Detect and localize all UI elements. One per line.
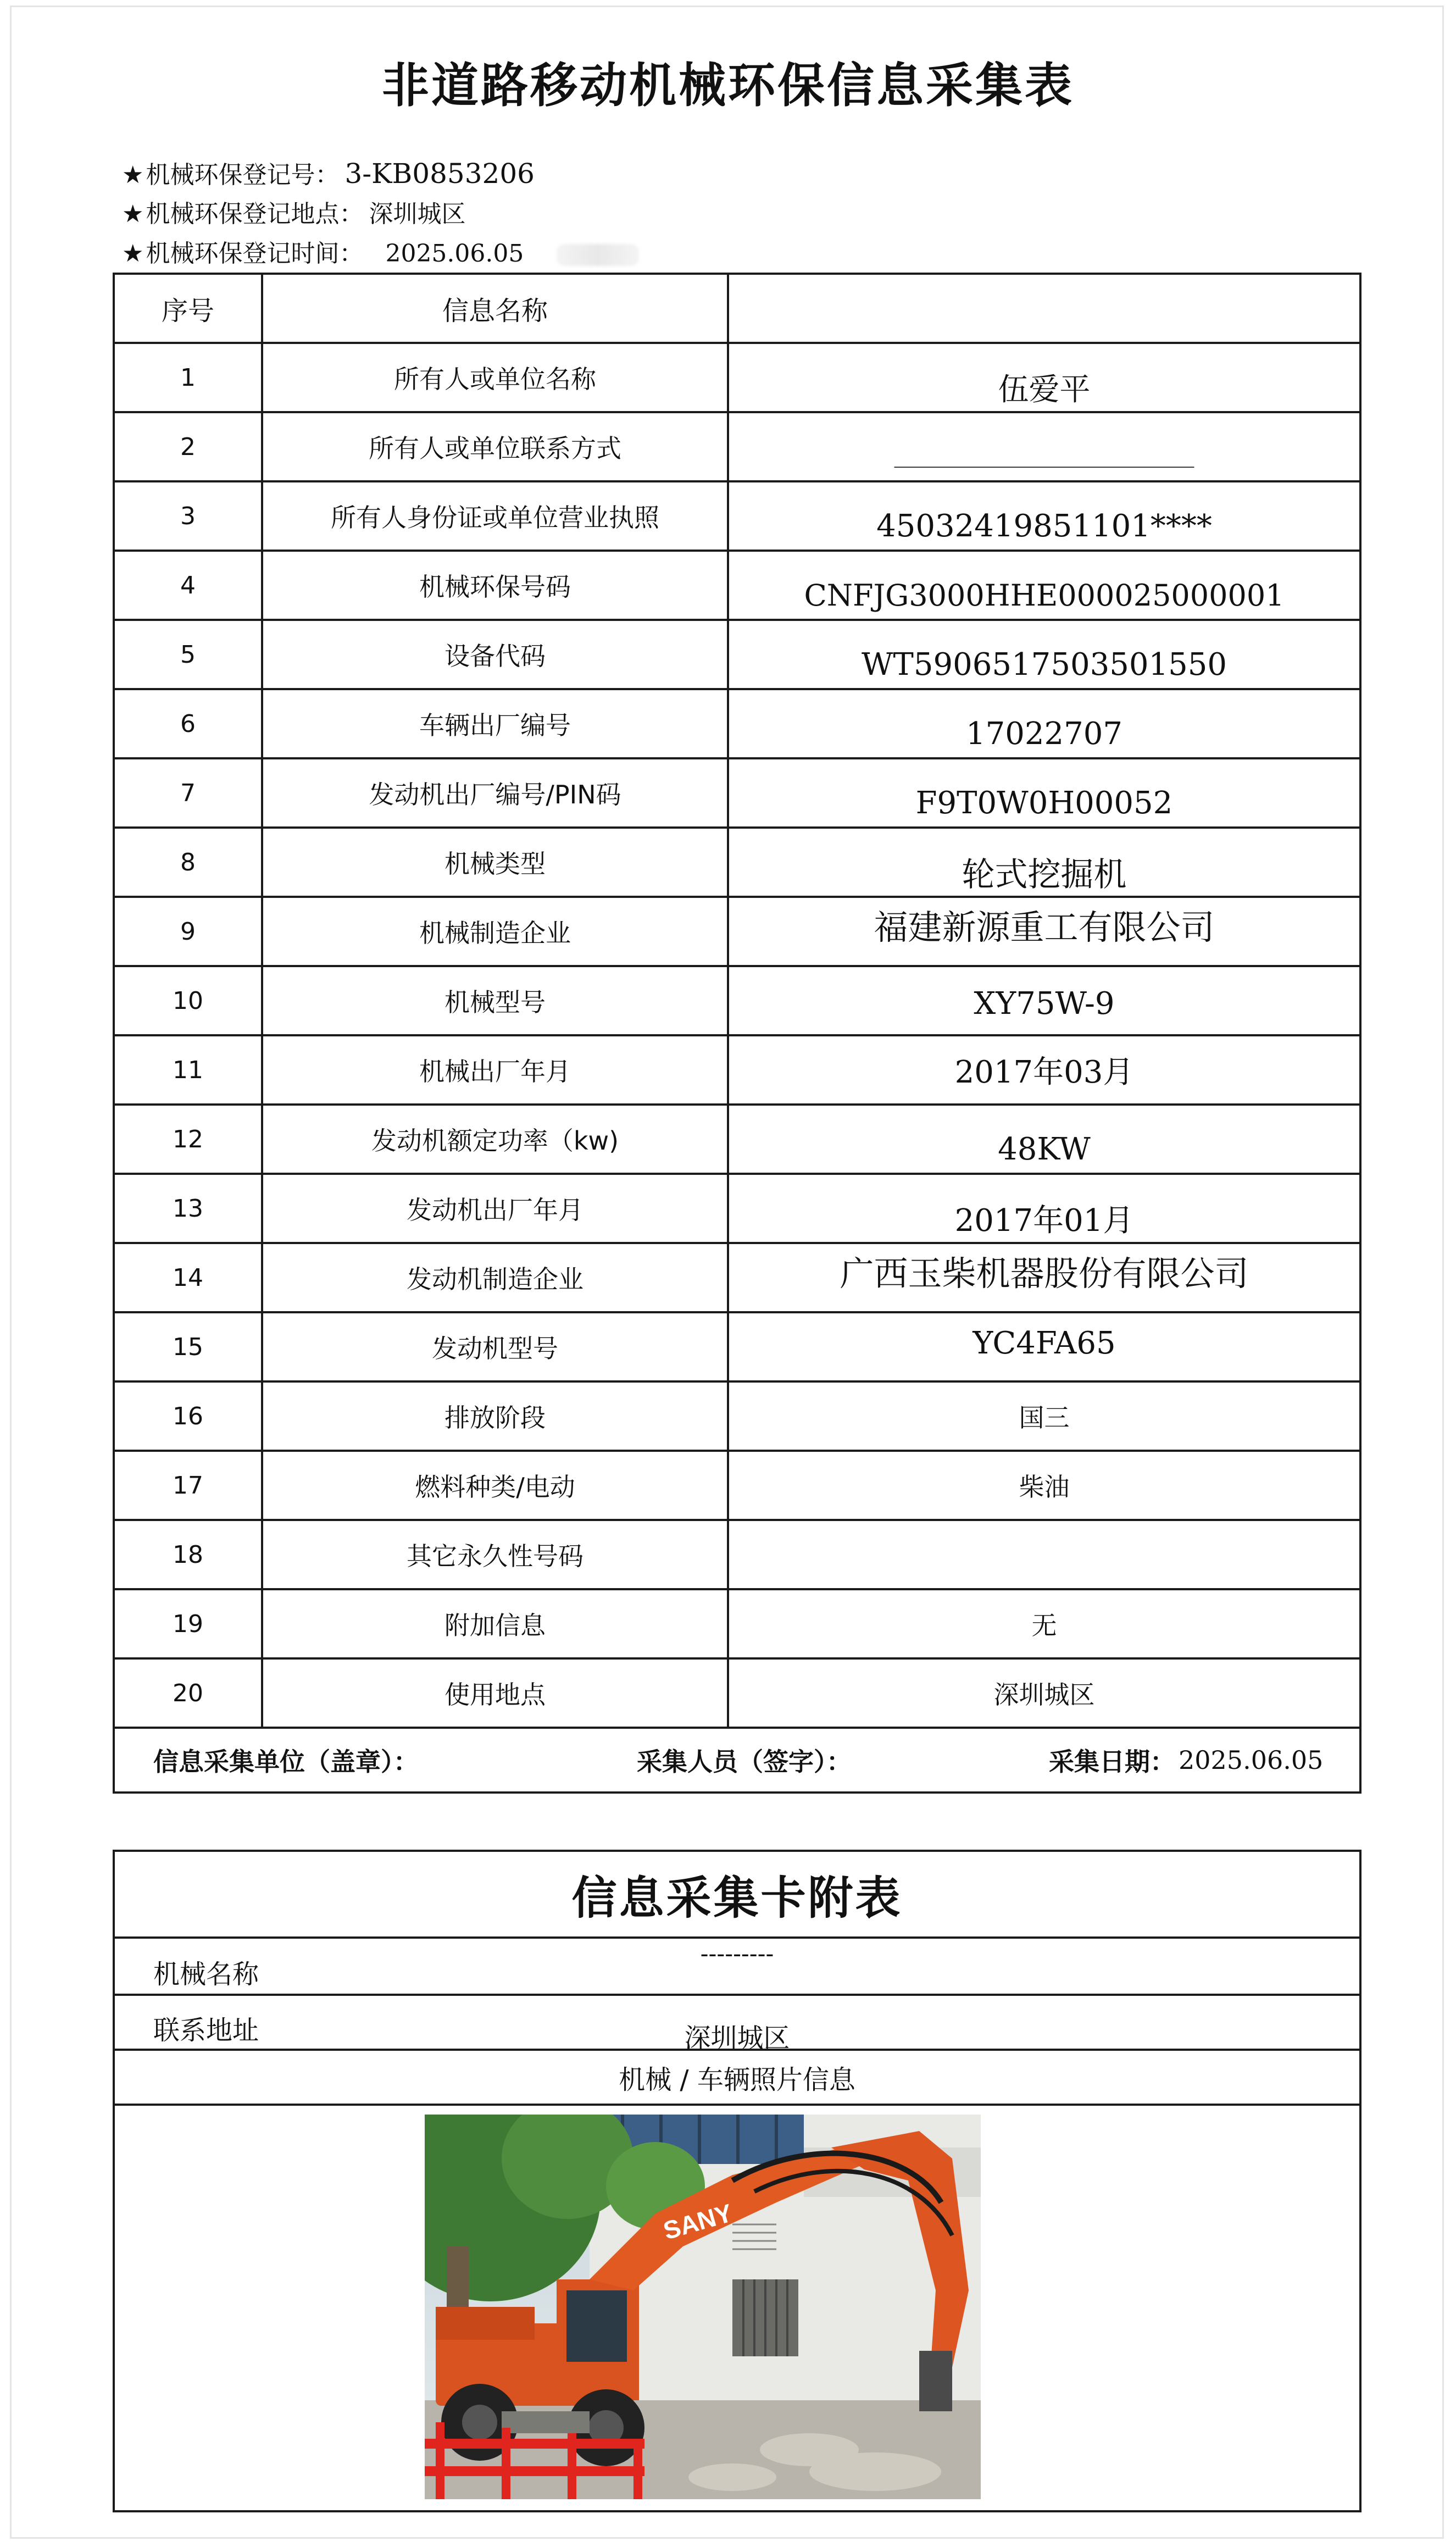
collection-date-label: 采集日期： xyxy=(1049,1747,1175,1777)
table-row xyxy=(115,1175,1359,1244)
row-name: 所有人或单位联系方式 xyxy=(263,413,729,480)
address-row xyxy=(115,1996,1359,2054)
row-value: WT5906517503501550 xyxy=(862,646,1227,682)
table-row xyxy=(115,967,1359,1036)
photo-info-label: 机械 / 车辆照片信息 xyxy=(619,2064,855,2095)
collector-label: 采集人员（签字）： xyxy=(637,1747,852,1777)
registration-time xyxy=(122,240,639,269)
star-icon: ★ xyxy=(122,200,144,228)
table-row xyxy=(115,1106,1359,1175)
row-index: 16 xyxy=(115,1383,263,1450)
redacted-area xyxy=(557,244,639,266)
row-value: YC4FA65 xyxy=(972,1325,1116,1361)
table-row xyxy=(115,829,1359,898)
row-name: 所有人身份证或单位营业执照 xyxy=(263,482,729,550)
row-value: 深圳城区 xyxy=(993,1680,1095,1710)
row-name: 发动机出厂编号/PIN码 xyxy=(263,759,729,826)
table-row xyxy=(115,690,1359,759)
row-index: 18 xyxy=(115,1521,263,1588)
row-index: 19 xyxy=(115,1590,263,1657)
row-index: 2 xyxy=(115,413,263,480)
document-title: 非道路移动机械环保信息采集表 xyxy=(382,58,1074,113)
row-value: 17022707 xyxy=(965,715,1123,752)
row-index: 13 xyxy=(115,1175,263,1242)
row-index: 7 xyxy=(115,759,263,826)
row-name: 其它永久性号码 xyxy=(263,1521,729,1588)
registration-time-label: 机械环保登记时间： xyxy=(146,240,364,268)
row-index: 8 xyxy=(115,829,263,896)
table-row xyxy=(115,898,1359,967)
row-value: __________________________ xyxy=(894,440,1194,468)
row-value: 柴油 xyxy=(1019,1472,1070,1502)
table-row xyxy=(115,759,1359,829)
header-index: 序号 xyxy=(115,275,263,342)
table-row xyxy=(115,344,1359,413)
registration-number xyxy=(122,157,535,190)
header-name: 信息名称 xyxy=(263,275,729,342)
table-header-row xyxy=(115,275,1359,344)
row-value: 2017年01月 xyxy=(954,1203,1134,1239)
row-index: 6 xyxy=(115,690,263,757)
table-row xyxy=(115,1244,1359,1313)
machine-name-label: 机械名称 xyxy=(153,1958,259,1990)
row-name: 附加信息 xyxy=(263,1590,729,1657)
table-row xyxy=(115,1383,1359,1452)
collection-unit-label: 信息采集单位（盖章）： xyxy=(153,1747,419,1777)
excavator-photo-illustration xyxy=(425,2115,981,2499)
row-value: 48KW xyxy=(998,1131,1091,1167)
table-row xyxy=(115,1521,1359,1590)
registration-place-value: 深圳城区 xyxy=(369,200,466,228)
registration-place-label: 机械环保登记地点： xyxy=(146,200,364,228)
row-name: 设备代码 xyxy=(263,621,729,688)
registration-number-label: 机械环保登记号： xyxy=(146,161,340,189)
row-value: 国三 xyxy=(1019,1403,1070,1433)
table-row xyxy=(115,482,1359,552)
row-index: 5 xyxy=(115,621,263,688)
header-value xyxy=(729,275,1359,342)
row-name: 机械环保号码 xyxy=(263,552,729,619)
row-value: 轮式挖掘机 xyxy=(962,856,1127,894)
row-value: 无 xyxy=(1031,1611,1057,1640)
row-name: 燃料种类/电动 xyxy=(263,1452,729,1519)
row-index: 12 xyxy=(115,1106,263,1173)
row-name: 所有人或单位名称 xyxy=(263,344,729,411)
row-index: 15 xyxy=(115,1313,263,1380)
table-row xyxy=(115,413,1359,482)
table-row xyxy=(115,1036,1359,1106)
row-name: 发动机型号 xyxy=(263,1313,729,1380)
address-value: 深圳城区 xyxy=(684,2023,790,2054)
row-value: XY75W-9 xyxy=(974,985,1115,1022)
row-value: 45032419851101**** xyxy=(876,508,1212,544)
photo-label-row xyxy=(115,2051,1359,2106)
row-name: 发动机制造企业 xyxy=(263,1244,729,1311)
row-index: 11 xyxy=(115,1036,263,1103)
row-value: 福建新源重工有限公司 xyxy=(874,907,1215,947)
table-row xyxy=(115,1452,1359,1521)
table-row xyxy=(115,621,1359,690)
photo-brand-text: SANY xyxy=(660,2198,736,2245)
row-index: 9 xyxy=(115,898,263,965)
table-row xyxy=(115,1660,1359,1729)
row-value: F9T0W0H00052 xyxy=(915,785,1173,821)
row-name: 机械出厂年月 xyxy=(263,1036,729,1103)
star-icon: ★ xyxy=(122,240,144,268)
row-value: 2017年03月 xyxy=(954,1055,1134,1090)
row-index: 1 xyxy=(115,344,263,411)
registration-number-value: 3-KB0853206 xyxy=(344,158,535,190)
row-name: 车辆出厂编号 xyxy=(263,690,729,757)
row-index: 3 xyxy=(115,482,263,550)
row-index: 14 xyxy=(115,1244,263,1311)
row-value xyxy=(729,1521,1359,1588)
table-row xyxy=(115,1313,1359,1383)
row-name: 机械类型 xyxy=(263,829,729,896)
row-name: 发动机出厂年月 xyxy=(263,1175,729,1242)
collection-date-value: 2025.06.05 xyxy=(1179,1745,1324,1775)
registration-place xyxy=(122,200,465,229)
table-row xyxy=(115,552,1359,621)
machine-photo xyxy=(425,2115,981,2499)
info-table xyxy=(113,273,1361,1794)
row-name: 使用地点 xyxy=(263,1660,729,1727)
table-footer xyxy=(115,1729,1359,1791)
row-name: 排放阶段 xyxy=(263,1383,729,1450)
row-name: 机械型号 xyxy=(263,967,729,1034)
row-name: 发动机额定功率（kw) xyxy=(263,1106,729,1173)
appendix-title: 信息采集卡附表 xyxy=(115,1852,1359,1939)
row-index: 10 xyxy=(115,967,263,1034)
appendix-table xyxy=(113,1850,1361,2512)
row-index: 17 xyxy=(115,1452,263,1519)
row-name: 机械制造企业 xyxy=(263,898,729,965)
table-row xyxy=(115,1590,1359,1660)
row-value: CNFJG3000HHE000025000001 xyxy=(804,578,1285,613)
registration-time-value: 2025.06.05 xyxy=(385,240,524,268)
machine-name-row xyxy=(115,1939,1359,1996)
address-label: 联系地址 xyxy=(153,2015,259,2046)
star-icon: ★ xyxy=(122,161,144,189)
row-index: 20 xyxy=(115,1660,263,1727)
row-value: 伍爱平 xyxy=(998,372,1091,408)
machine-name-value: --------- xyxy=(700,1940,774,1968)
collection-date xyxy=(1049,1729,1323,1791)
row-index: 4 xyxy=(115,552,263,619)
row-value: 广西玉柴机器股份有限公司 xyxy=(840,1253,1249,1294)
